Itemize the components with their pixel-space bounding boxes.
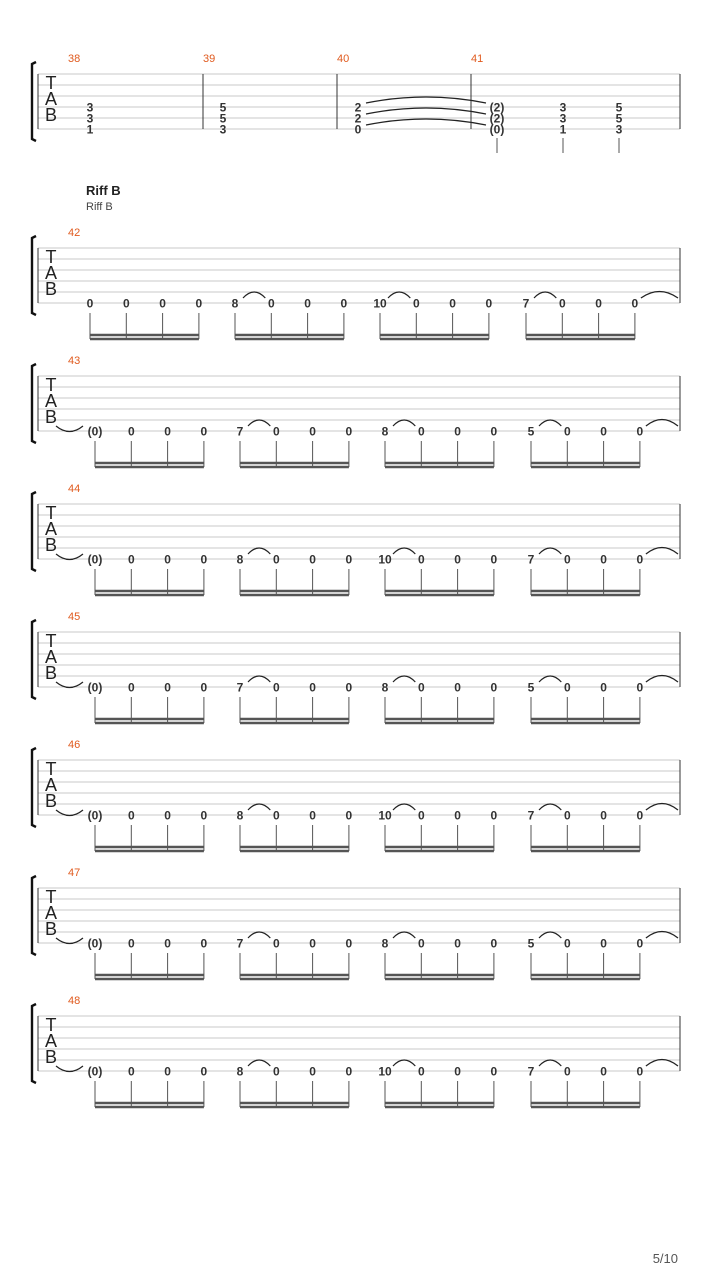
fret-number: 5 xyxy=(615,100,623,115)
fret-number: (0) xyxy=(87,680,103,695)
fret-number: 0 xyxy=(485,296,493,311)
tie-arc xyxy=(248,676,270,682)
section-title: Riff B xyxy=(86,183,121,198)
fret-number: 0 xyxy=(309,424,316,439)
fret-number: 0 xyxy=(600,936,607,951)
fret-number: 5 xyxy=(527,680,535,695)
tie-arc xyxy=(393,1060,415,1066)
fret-number: 0 xyxy=(595,296,602,311)
staff-bracket xyxy=(32,364,36,443)
tab-clef-letter: A xyxy=(44,903,58,923)
fret-number: 10 xyxy=(378,808,392,823)
fret-number: 0 xyxy=(449,296,456,311)
tie-arc xyxy=(393,804,415,810)
fret-number: 0 xyxy=(490,1064,498,1079)
fret-number: 0 xyxy=(600,424,607,439)
fret-number: 0 xyxy=(490,680,498,695)
fret-number: 0 xyxy=(272,1064,280,1079)
tab-clef-letter: T xyxy=(45,375,57,395)
tab-clef-letter: T xyxy=(45,73,57,93)
fret-number: 0 xyxy=(600,808,607,823)
fret-number: 0 xyxy=(345,424,353,439)
measure-number: 45 xyxy=(68,611,81,623)
measure-number: 39 xyxy=(203,53,216,65)
fret-number: 0 xyxy=(417,808,425,823)
fret-number: 8 xyxy=(236,552,244,567)
fret-number: 7 xyxy=(527,1064,535,1079)
fret-number: 0 xyxy=(127,1064,135,1079)
fret-number: 0 xyxy=(600,680,607,695)
fret-number: 0 xyxy=(345,936,353,951)
measure-number: 41 xyxy=(471,53,484,65)
fret-number: 0 xyxy=(272,424,280,439)
fret-number: (0) xyxy=(87,1064,103,1079)
fret-number: 0 xyxy=(159,296,166,311)
measure-number: 44 xyxy=(68,483,81,495)
fret-number: 0 xyxy=(272,552,280,567)
tab-clef-letter: T xyxy=(45,887,57,907)
fret-number: 0 xyxy=(164,808,171,823)
fret-number: 0 xyxy=(309,936,316,951)
fret-number: 8 xyxy=(236,808,244,823)
fret-number: (0) xyxy=(87,808,103,823)
tie-arc xyxy=(248,1060,270,1066)
tie-arc xyxy=(539,676,561,682)
tab-clef-letter: T xyxy=(45,1015,57,1035)
tie-arc xyxy=(393,548,415,554)
fret-number: 2 xyxy=(354,111,362,126)
fret-number: 0 xyxy=(164,680,171,695)
tab-clef-letter: B xyxy=(44,407,58,427)
fret-number: 0 xyxy=(563,936,571,951)
fret-number: 0 xyxy=(600,1064,607,1079)
tab-clef-letter: B xyxy=(44,279,58,299)
fret-number: 7 xyxy=(527,808,535,823)
fret-number: 0 xyxy=(454,936,461,951)
fret-number: (0) xyxy=(489,122,505,137)
tab-clef-letter: A xyxy=(44,89,58,109)
tab-clef-letter: B xyxy=(44,919,58,939)
fret-number: 0 xyxy=(200,680,208,695)
fret-number: 0 xyxy=(200,552,208,567)
tab-clef-letter: B xyxy=(44,1047,58,1067)
fret-number: 0 xyxy=(636,808,644,823)
section-subtitle: Riff B xyxy=(86,201,113,213)
measure-number: 42 xyxy=(68,227,81,239)
tab-clef-letter: T xyxy=(45,759,57,779)
fret-number: 0 xyxy=(200,424,208,439)
tie-arc xyxy=(366,119,486,125)
fret-number: 0 xyxy=(200,808,208,823)
fret-number: 0 xyxy=(563,680,571,695)
fret-number: 0 xyxy=(563,1064,571,1079)
fret-number: 0 xyxy=(272,808,280,823)
measure-number: 46 xyxy=(68,739,81,751)
fret-number: 0 xyxy=(200,1064,208,1079)
fret-number: 7 xyxy=(522,296,530,311)
tie-arc xyxy=(539,804,561,810)
tie-arc xyxy=(366,97,486,103)
fret-number: 0 xyxy=(122,296,130,311)
fret-number: 3 xyxy=(559,111,567,126)
fret-number: 0 xyxy=(631,296,639,311)
fret-number: 10 xyxy=(378,1064,392,1079)
fret-number: 0 xyxy=(558,296,566,311)
tab-clef-letter: B xyxy=(44,535,58,555)
fret-number: 5 xyxy=(527,936,535,951)
fret-number: 0 xyxy=(454,680,461,695)
tie-arc xyxy=(388,292,410,298)
fret-number: 0 xyxy=(304,296,311,311)
fret-number: 0 xyxy=(490,552,498,567)
fret-number: 10 xyxy=(378,552,392,567)
fret-number: 0 xyxy=(272,680,280,695)
fret-number: 0 xyxy=(417,424,425,439)
fret-number: 0 xyxy=(563,552,571,567)
measure-number: 43 xyxy=(68,355,81,367)
tie-arc xyxy=(534,292,556,298)
fret-number: 0 xyxy=(164,552,171,567)
fret-number: 5 xyxy=(219,111,227,126)
fret-number: 0 xyxy=(454,552,461,567)
fret-number: 0 xyxy=(345,680,353,695)
fret-number: 0 xyxy=(164,936,171,951)
tab-clef-letter: A xyxy=(44,647,58,667)
staff-bracket xyxy=(32,876,36,955)
fret-number: 1 xyxy=(86,122,94,137)
tab-clef-letter: T xyxy=(45,247,57,267)
fret-number: 0 xyxy=(636,936,644,951)
fret-number: 0 xyxy=(127,552,135,567)
fret-number: 0 xyxy=(86,296,94,311)
staff-bracket xyxy=(32,1004,36,1083)
fret-number: 0 xyxy=(309,680,316,695)
tab-clef-letter: T xyxy=(45,503,57,523)
tie-arc xyxy=(248,420,270,426)
fret-number: 8 xyxy=(231,296,239,311)
fret-number: 0 xyxy=(267,296,275,311)
measure-number: 47 xyxy=(68,867,81,879)
fret-number: (0) xyxy=(87,552,103,567)
tie-arc xyxy=(539,420,561,426)
fret-number: 0 xyxy=(490,936,498,951)
tab-clef-letter: B xyxy=(44,663,58,683)
fret-number: 0 xyxy=(340,296,348,311)
fret-number: 7 xyxy=(236,936,244,951)
fret-number: 0 xyxy=(490,424,498,439)
fret-number: 0 xyxy=(563,424,571,439)
fret-number: 0 xyxy=(354,122,362,137)
measure-number: 40 xyxy=(337,53,350,65)
fret-number: 3 xyxy=(559,100,567,115)
fret-number: 2 xyxy=(354,100,362,115)
fret-number: 0 xyxy=(454,1064,461,1079)
fret-number: 0 xyxy=(200,936,208,951)
fret-number: 0 xyxy=(412,296,420,311)
fret-number: 0 xyxy=(309,808,316,823)
fret-number: 0 xyxy=(417,1064,425,1079)
page-number: 5/10 xyxy=(652,1251,678,1266)
fret-number: 8 xyxy=(381,936,389,951)
fret-number: (2) xyxy=(489,100,505,115)
fret-number: 3 xyxy=(86,100,94,115)
fret-number: 5 xyxy=(527,424,535,439)
tie-arc xyxy=(248,804,270,810)
fret-number: 0 xyxy=(195,296,203,311)
tab-systems xyxy=(32,53,680,1107)
fret-number: 0 xyxy=(417,680,425,695)
fret-number: 0 xyxy=(345,1064,353,1079)
tie-arc xyxy=(393,932,415,938)
fret-number: 0 xyxy=(127,680,135,695)
fret-number: 0 xyxy=(345,552,353,567)
fret-number: 3 xyxy=(86,111,94,126)
fret-number: 0 xyxy=(454,808,461,823)
tab-clef-letter: A xyxy=(44,775,58,795)
fret-number: 0 xyxy=(272,936,280,951)
staff-bracket xyxy=(32,236,36,315)
tab-clef-letter: T xyxy=(45,631,57,651)
fret-number: (0) xyxy=(87,936,103,951)
fret-number: 0 xyxy=(164,424,171,439)
fret-number: 0 xyxy=(490,808,498,823)
fret-number: 0 xyxy=(454,424,461,439)
tie-arc xyxy=(393,420,415,426)
fret-number: 0 xyxy=(417,936,425,951)
fret-number: 0 xyxy=(636,1064,644,1079)
fret-number: 5 xyxy=(615,111,623,126)
fret-number: 3 xyxy=(219,122,227,137)
fret-number: 1 xyxy=(559,122,567,137)
staff-bracket xyxy=(32,748,36,827)
fret-number: 7 xyxy=(236,680,244,695)
fret-number: 0 xyxy=(127,808,135,823)
fret-number: 5 xyxy=(219,100,227,115)
fret-number: 0 xyxy=(127,424,135,439)
fret-number: 7 xyxy=(527,552,535,567)
tab-clef-letter: B xyxy=(44,791,58,811)
fret-number: 0 xyxy=(127,936,135,951)
staff-bracket xyxy=(32,620,36,699)
fret-number: (2) xyxy=(489,111,505,126)
fret-number: 8 xyxy=(381,680,389,695)
fret-number: 3 xyxy=(615,122,623,137)
fret-number: 8 xyxy=(236,1064,244,1079)
staff-bracket xyxy=(32,62,36,141)
fret-number: 0 xyxy=(309,1064,316,1079)
tab-clef-letter: A xyxy=(44,1031,58,1051)
tie-arc xyxy=(539,1060,561,1066)
staff-bracket xyxy=(32,492,36,571)
tie-arc xyxy=(248,932,270,938)
fret-number: 0 xyxy=(636,552,644,567)
tab-clef-letter: B xyxy=(44,105,58,125)
fret-number: 0 xyxy=(417,552,425,567)
fret-number: 7 xyxy=(236,424,244,439)
fret-number: (0) xyxy=(87,424,103,439)
tie-arc xyxy=(393,676,415,682)
fret-number: 0 xyxy=(164,1064,171,1079)
fret-number: 10 xyxy=(373,296,387,311)
measure-number: 48 xyxy=(68,995,81,1007)
tab-clef-letter: A xyxy=(44,263,58,283)
fret-number: 0 xyxy=(345,808,353,823)
tie-arc xyxy=(243,292,265,298)
fret-number: 0 xyxy=(636,424,644,439)
tie-arc xyxy=(539,548,561,554)
tie-arc xyxy=(248,548,270,554)
fret-number: 0 xyxy=(636,680,644,695)
tie-arc xyxy=(539,932,561,938)
fret-number: 0 xyxy=(600,552,607,567)
fret-number: 0 xyxy=(309,552,316,567)
tie-arc xyxy=(366,108,486,114)
tab-clef-letter: A xyxy=(44,391,58,411)
measure-number: 38 xyxy=(68,53,81,65)
fret-number: 8 xyxy=(381,424,389,439)
fret-number: 0 xyxy=(563,808,571,823)
tab-clef-letter: A xyxy=(44,519,58,539)
